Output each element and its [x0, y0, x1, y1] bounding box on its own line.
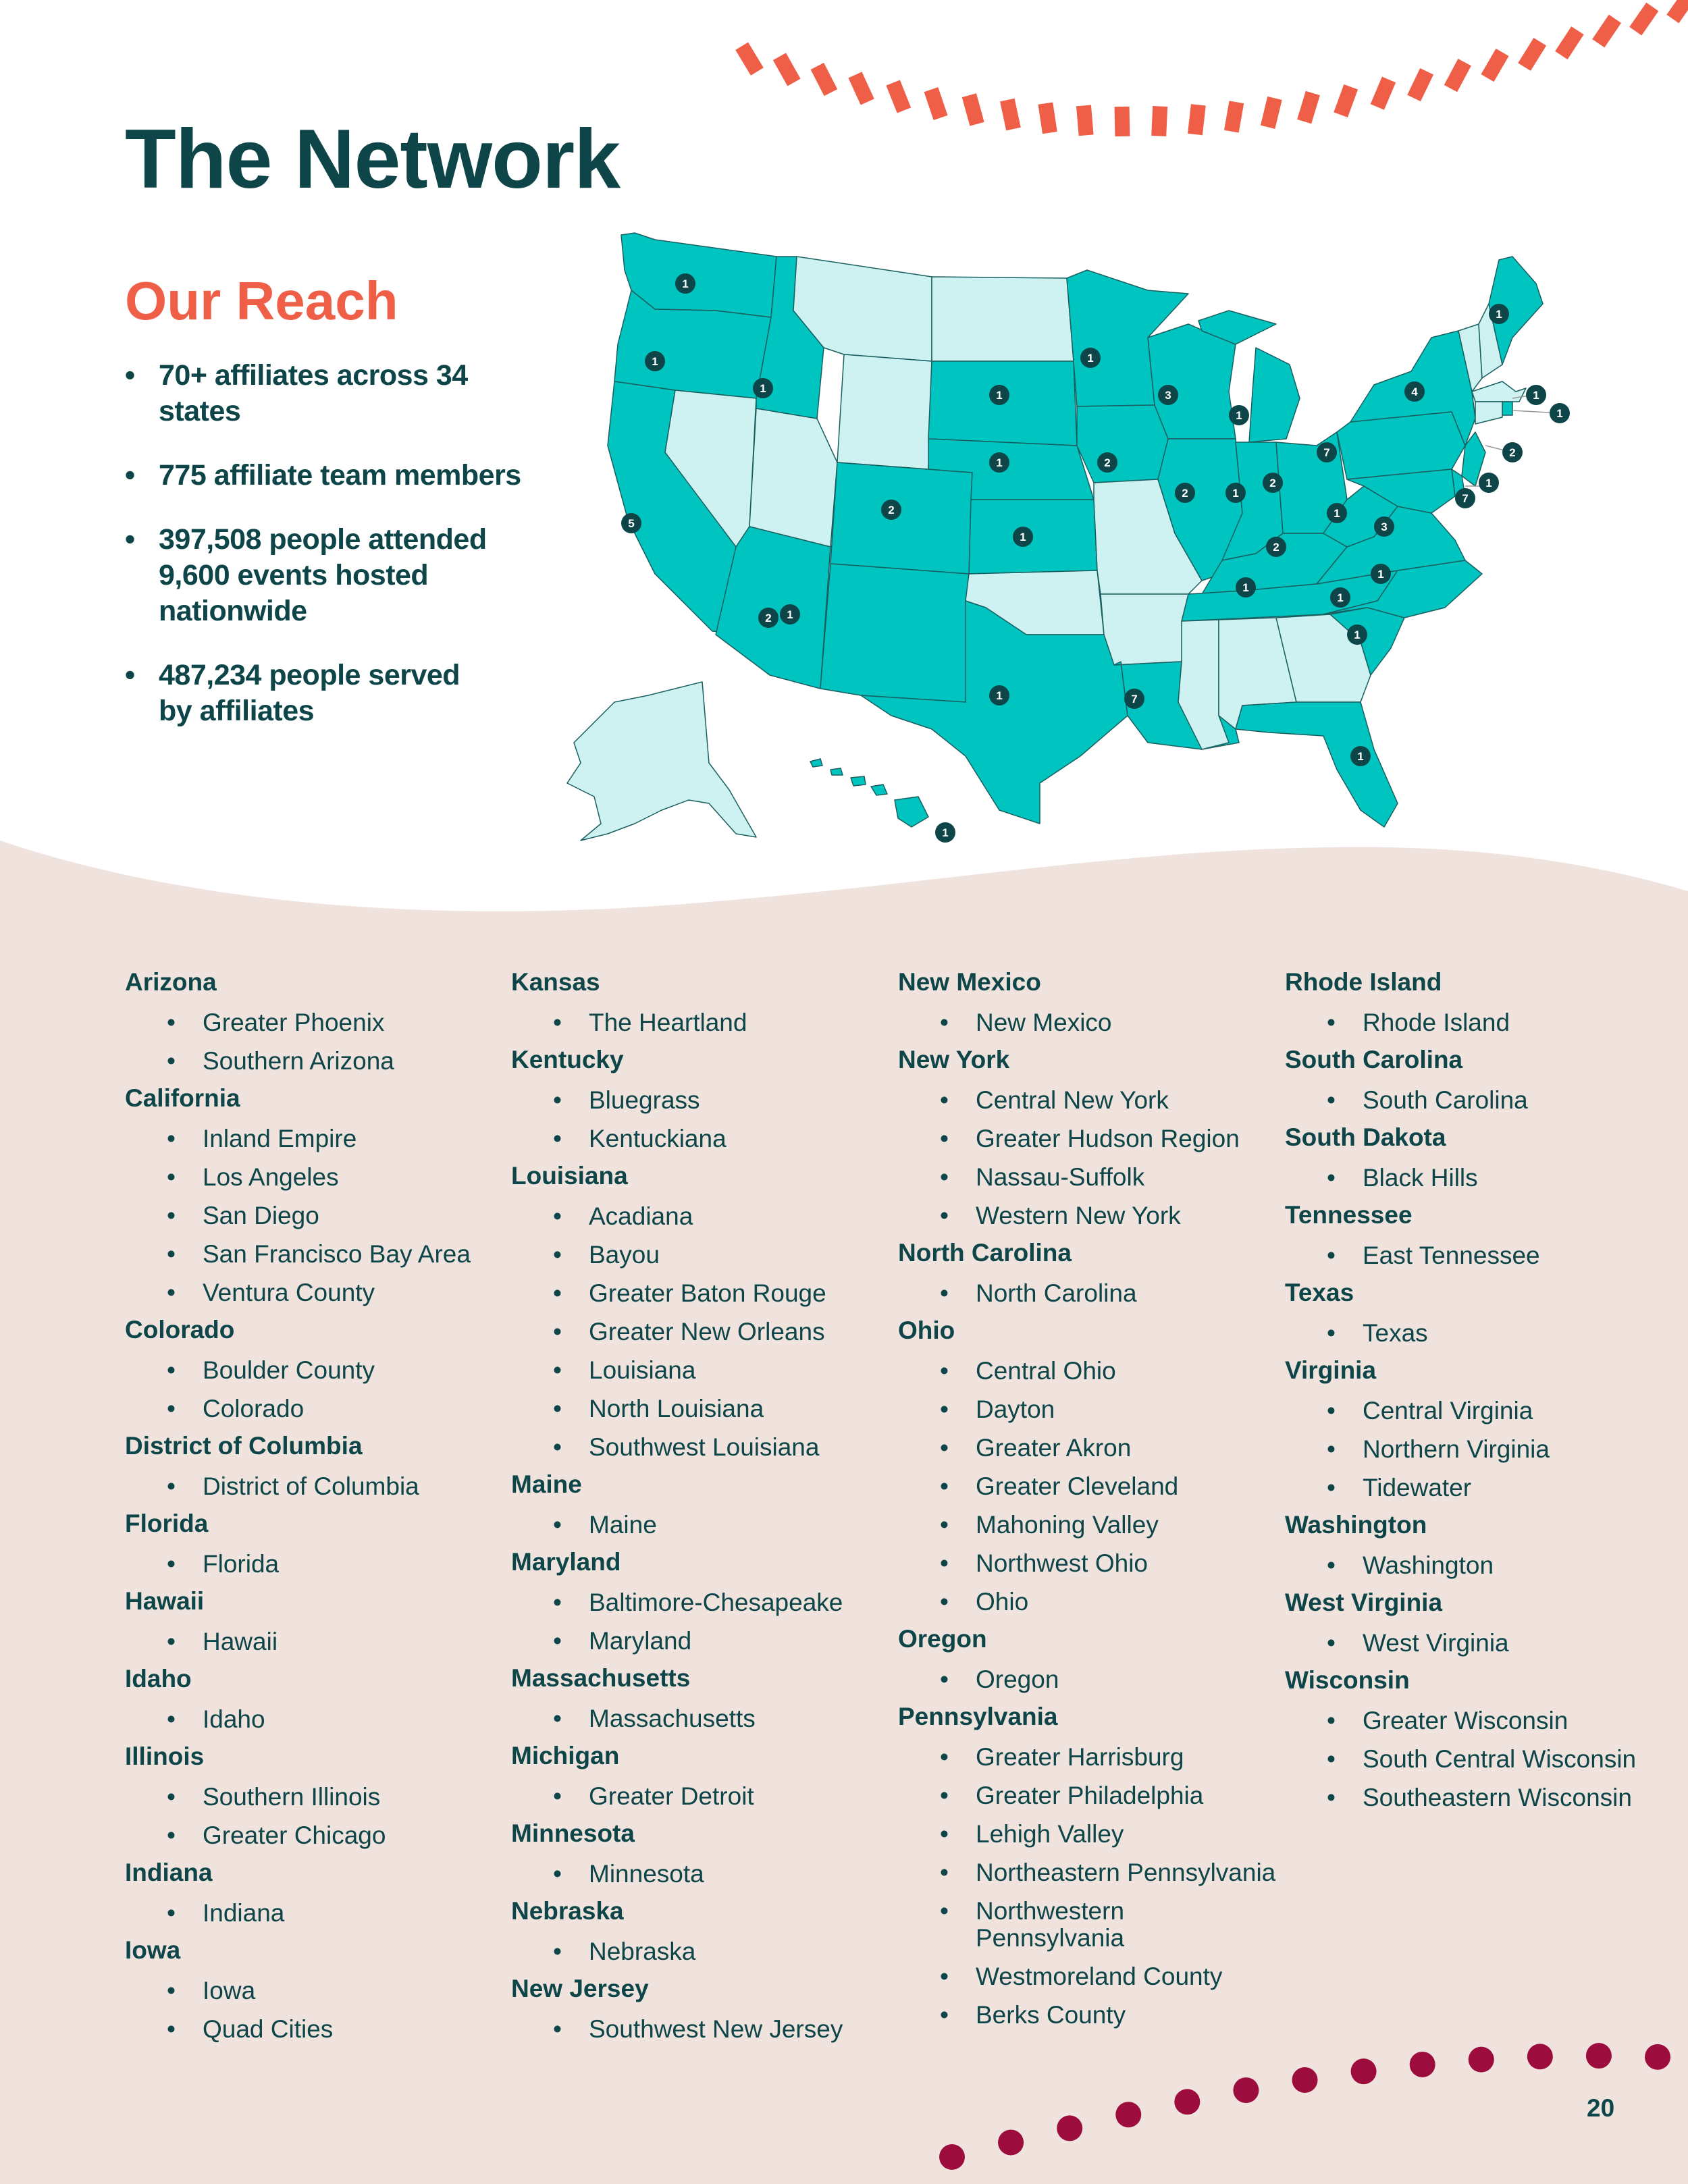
affiliate-item: • East Tennessee [1285, 1242, 1663, 1269]
stat-line: • 70+ affiliates across 34 states [159, 359, 468, 427]
state-heading: Minnesota [511, 1819, 635, 1847]
decorative-dot [1115, 2102, 1141, 2127]
state-heading: Massachusetts [511, 1664, 691, 1692]
state-north-dakota [932, 277, 1074, 361]
affiliate-item: • Oregon [898, 1666, 1276, 1693]
affiliate-item: • Central New York [898, 1087, 1276, 1114]
reach-stats-list [125, 358, 557, 757]
affiliate-count-marker [1158, 385, 1178, 405]
affiliate-item: • Greater Wisconsin [1285, 1707, 1663, 1734]
affiliate-item: • North Louisiana [511, 1395, 889, 1422]
marker-label: 1 [1334, 507, 1340, 520]
affiliate-count-marker [881, 500, 901, 520]
marker-label: 1 [996, 456, 1003, 469]
state-heading: Texas [1285, 1279, 1354, 1306]
section-subtitle: Our Reach [125, 271, 398, 331]
state-florida [1236, 702, 1398, 827]
state-heading: Kentucky [511, 1046, 624, 1073]
directory-column [125, 967, 503, 2043]
affiliate-item: • District of Columbia [125, 1473, 503, 1500]
marker-label: 2 [1269, 477, 1276, 489]
marker-label: 3 [1381, 521, 1388, 533]
affiliate-count-marker [935, 822, 955, 843]
marker-label: 1 [1357, 750, 1364, 763]
us-affiliate-map [554, 230, 1563, 857]
decorative-dot [1586, 2043, 1612, 2069]
affiliate-item: • New Mexico [898, 1009, 1276, 1036]
affiliate-item: • Mahoning Valley [898, 1512, 1276, 1539]
state-massachusetts [1472, 381, 1526, 402]
state-new-mexico [820, 564, 969, 702]
marker-label: 2 [1273, 541, 1280, 554]
state-hawaii-1 [810, 759, 822, 767]
affiliate-item: • Minnesota [511, 1861, 889, 1888]
affiliate-item: • South Carolina [1285, 1087, 1663, 1114]
affiliate-count-marker [675, 273, 695, 294]
affiliate-item: • Greater Harrisburg [898, 1744, 1276, 1771]
decorative-dot [1469, 2047, 1494, 2073]
marker-label: 1 [1236, 409, 1242, 422]
affiliate-count-marker [1317, 442, 1337, 462]
decorative-dot [1410, 2052, 1435, 2077]
affiliate-count-marker [989, 452, 1009, 473]
affiliate-item: • Rhode Island [1285, 1009, 1663, 1036]
affiliate-item: • Southern Arizona [125, 1048, 503, 1075]
affiliate-count-marker [1502, 442, 1523, 462]
affiliate-item: • Lehigh Valley [898, 1821, 1276, 1848]
decorative-dot [1174, 2089, 1200, 2114]
affiliate-item: • Ohio [898, 1589, 1276, 1616]
affiliate-count-marker [1013, 527, 1033, 547]
directory-column [511, 967, 889, 2043]
marker-label: 1 [942, 826, 949, 839]
state-alaska [567, 682, 756, 841]
affiliate-item: • Kentuckiana [511, 1125, 889, 1152]
affiliate-item: • Florida [125, 1551, 503, 1578]
affiliate-item: • Ventura County [125, 1279, 503, 1306]
affiliate-count-marker [1479, 473, 1499, 493]
directory-column [1285, 967, 1663, 1811]
affiliate-item: • North Carolina [898, 1280, 1276, 1307]
affiliate-item: • Colorado [125, 1395, 503, 1422]
affiliate-item: • Nebraska [511, 1938, 889, 1965]
affiliate-item: • Louisiana [511, 1357, 889, 1384]
marker-label: 1 [1485, 477, 1492, 489]
affiliate-item: • Northern Virginia [1285, 1436, 1663, 1463]
affiliate-item: • Greater Chicago [125, 1822, 503, 1849]
marker-label: 2 [1182, 487, 1188, 500]
affiliate-item: • Baltimore-Chesapeake [511, 1589, 889, 1616]
affiliate-count-marker [1330, 587, 1350, 608]
affiliate-item: • Tidewater [1285, 1474, 1663, 1501]
marker-label: 7 [1323, 446, 1330, 459]
affiliate-count-marker [1327, 503, 1347, 523]
state-heading: New York [898, 1046, 1010, 1073]
marker-label: 1 [996, 689, 1003, 702]
decorative-dot [1645, 2044, 1670, 2070]
affiliate-item: • Westmoreland County [898, 1963, 1276, 1990]
marker-label: 3 [1165, 389, 1171, 402]
state-heading: Louisiana [511, 1162, 628, 1190]
affiliate-count-marker [1371, 564, 1391, 584]
affiliate-item: • Central Ohio [898, 1358, 1276, 1385]
affiliate-item: • Greater Philadelphia [898, 1782, 1276, 1809]
state-michigan [1249, 348, 1300, 442]
stat-line: 9,600 events hosted [159, 559, 429, 591]
marker-label: 7 [1131, 693, 1138, 705]
affiliate-item: • Acadiana [511, 1203, 889, 1230]
affiliate-item: • Washington [1285, 1552, 1663, 1579]
affiliate-item: • Bluegrass [511, 1087, 889, 1114]
affiliate-item: • Southern Illinois [125, 1784, 503, 1811]
state-heading: Idaho [125, 1665, 192, 1693]
affiliate-count-marker [758, 608, 779, 628]
affiliate-item: • Greater Cleveland [898, 1473, 1276, 1500]
affiliate-item: • Southwest New Jersey [511, 2016, 889, 2043]
state-rhode-island [1502, 402, 1512, 415]
affiliate-item: • Greater New Orleans [511, 1319, 889, 1346]
affiliate-count-marker [1404, 381, 1425, 402]
marker-label: 4 [1411, 385, 1418, 398]
state-heading: Kansas [511, 968, 600, 996]
state-wisconsin [1148, 324, 1236, 439]
affiliate-item: • Southeastern Wisconsin [1285, 1784, 1663, 1811]
decorative-dot [1527, 2044, 1553, 2069]
state-wyoming [837, 354, 932, 469]
affiliate-count-marker [1225, 483, 1246, 503]
marker-label: 1 [1377, 568, 1384, 581]
affiliate-item: • South Central Wisconsin [1285, 1746, 1663, 1773]
marker-label: 2 [1509, 446, 1516, 459]
state-heading: Indiana [125, 1859, 213, 1886]
affiliate-item: • Bayou [511, 1242, 889, 1269]
state-heading: District of Columbia [125, 1432, 363, 1460]
state-heading: South Dakota [1285, 1123, 1446, 1151]
affiliate-count-marker [1550, 403, 1570, 423]
marker-label: 2 [765, 612, 772, 624]
affiliate-item: • Western New York [898, 1202, 1276, 1229]
state-heading: West Virginia [1285, 1589, 1443, 1616]
affiliate-item: • Greater Baton Rouge [511, 1280, 889, 1307]
affiliate-item: • Maryland [511, 1628, 889, 1655]
marker-label: 1 [1337, 591, 1344, 604]
marker-label: 1 [787, 608, 793, 621]
state-utah [749, 408, 837, 547]
marker-label: 1 [682, 277, 689, 290]
affiliate-item: • Maine [511, 1512, 889, 1539]
state-heading: Arizona [125, 968, 217, 996]
affiliate-item: • Idaho [125, 1706, 503, 1733]
affiliate-count-marker [1350, 746, 1371, 766]
state-heading: Iowa [125, 1936, 181, 1964]
decorative-dot [1292, 2067, 1318, 2093]
state-hawaii-3 [851, 776, 866, 786]
affiliate-count-marker [645, 351, 665, 371]
marker-label: 2 [888, 504, 895, 516]
affiliate-count-marker [753, 378, 773, 398]
affiliate-count-marker [1080, 348, 1101, 368]
marker-label: 1 [1020, 531, 1026, 543]
marker-label: 1 [1242, 581, 1249, 594]
marker-label: 1 [760, 382, 766, 395]
state-heading: New Mexico [898, 968, 1041, 996]
affiliate-item: • Central Virginia [1285, 1397, 1663, 1424]
affiliate-item: • Northeastern Pennsylvania [898, 1859, 1276, 1886]
state-heading: Ohio [898, 1316, 955, 1344]
stat-line: • 487,234 people served [159, 659, 460, 691]
state-heading: Colorado [125, 1316, 235, 1343]
stat-line: • 397,508 people attended [159, 523, 487, 556]
state-heading: Hawaii [125, 1587, 205, 1615]
marker-label: 1 [1232, 487, 1239, 500]
state-heading: California [125, 1084, 240, 1112]
stat-item [125, 358, 557, 429]
stat-line: nationwide [159, 595, 307, 627]
affiliate-count-marker [1175, 483, 1195, 503]
page-number: 20 [1587, 2094, 1615, 2122]
decorative-dot [1233, 2077, 1259, 2103]
state-heading: North Carolina [898, 1239, 1072, 1267]
state-heading: Washington [1285, 1511, 1427, 1539]
stat-item [125, 658, 557, 729]
state-heading: South Carolina [1285, 1046, 1463, 1073]
affiliate-count-marker [1229, 405, 1249, 425]
marker-label: 1 [1556, 407, 1563, 420]
affiliate-count-marker [780, 604, 800, 624]
affiliate-item: • Greater Phoenix [125, 1009, 503, 1036]
state-hawaii-4 [871, 784, 887, 795]
stat-line: by affiliates [159, 695, 315, 727]
stat-line: • 775 affiliate team members [159, 459, 521, 491]
affiliate-item: • Greater Hudson Region [898, 1125, 1276, 1152]
affiliate-item: • Northwest Ohio [898, 1550, 1276, 1577]
affiliate-item: • Black Hills [1285, 1165, 1663, 1192]
affiliate-item: • Northwestern Pennsylvania [898, 1898, 1276, 1952]
affiliate-item: • Southwest Louisiana [511, 1434, 889, 1461]
marker-label: 5 [628, 517, 635, 530]
marker-label: 1 [996, 389, 1003, 402]
state-heading: Illinois [125, 1742, 205, 1770]
marker-label: 1 [1533, 389, 1539, 402]
state-heading: New Jersey [511, 1975, 649, 2002]
affiliate-item: • San Francisco Bay Area [125, 1241, 503, 1268]
decorative-dot [1351, 2058, 1377, 2084]
state-pennsylvania [1337, 412, 1465, 479]
stat-item [125, 458, 557, 494]
state-colorado [830, 462, 972, 574]
decorative-dot [1057, 2115, 1082, 2141]
state-iowa [1077, 405, 1168, 483]
page-title: The Network [125, 113, 621, 206]
state-arkansas [1101, 594, 1188, 665]
affiliate-count-marker [1526, 385, 1546, 405]
marker-label: 1 [652, 355, 658, 368]
affiliate-item: • Greater Akron [898, 1435, 1276, 1462]
marker-label: 1 [1354, 629, 1361, 641]
affiliate-count-marker [1374, 516, 1394, 537]
affiliate-count-marker [1236, 577, 1256, 597]
affiliate-item: • Berks County [898, 2002, 1276, 2029]
state-heading: Michigan [511, 1742, 620, 1769]
directory-column [898, 967, 1276, 2029]
affiliate-item: • Texas [1285, 1320, 1663, 1347]
marker-label: 2 [1104, 456, 1111, 469]
affiliate-count-marker [1124, 689, 1144, 709]
affiliate-count-marker [1263, 473, 1283, 493]
affiliate-item: • Indiana [125, 1900, 503, 1927]
affiliate-count-marker [1097, 452, 1117, 473]
affiliate-item: • Nassau-Suffolk [898, 1164, 1276, 1191]
affiliate-count-marker [1455, 488, 1475, 508]
marker-label: 1 [1087, 352, 1094, 365]
affiliate-item: • Quad Cities [125, 2016, 503, 2043]
affiliate-item: • Hawaii [125, 1628, 503, 1655]
affiliate-item: • Massachusetts [511, 1705, 889, 1732]
state-heading: Maine [511, 1470, 582, 1498]
marker-label: 7 [1462, 492, 1469, 505]
state-heading: Wisconsin [1285, 1666, 1410, 1694]
state-heading: Virginia [1285, 1356, 1377, 1384]
state-heading: Nebraska [511, 1897, 624, 1925]
affiliate-item: • West Virginia [1285, 1630, 1663, 1657]
affiliate-item: • Los Angeles [125, 1164, 503, 1191]
state-heading: Rhode Island [1285, 968, 1442, 996]
state-heading: Pennsylvania [898, 1703, 1058, 1730]
state-connecticut [1475, 402, 1502, 424]
affiliate-item: • Greater Detroit [511, 1783, 889, 1810]
state-hawaii-big [895, 797, 928, 827]
decorative-dot [998, 2129, 1024, 2155]
marker-label: 1 [1496, 308, 1502, 321]
affiliate-count-marker [1347, 624, 1367, 645]
stat-item [125, 522, 557, 629]
state-heading: Maryland [511, 1548, 621, 1576]
affiliate-count-marker [1266, 537, 1286, 557]
affiliate-item: • The Heartland [511, 1009, 889, 1036]
affiliate-item: • Boulder County [125, 1357, 503, 1384]
affiliate-item: • Iowa [125, 1977, 503, 2004]
affiliate-item: • San Diego [125, 1202, 503, 1229]
affiliate-count-marker [1489, 304, 1509, 324]
affiliate-item: • Inland Empire [125, 1125, 503, 1152]
affiliate-item: • Dayton [898, 1396, 1276, 1423]
affiliate-count-marker [989, 685, 1009, 705]
state-heading: Florida [125, 1510, 209, 1537]
affiliate-count-marker [989, 385, 1009, 405]
state-heading: Oregon [898, 1625, 987, 1653]
affiliate-count-marker [621, 513, 641, 533]
decorative-dot [939, 2144, 965, 2170]
state-heading: Tennessee [1285, 1201, 1413, 1229]
state-hawaii-2 [830, 768, 843, 775]
